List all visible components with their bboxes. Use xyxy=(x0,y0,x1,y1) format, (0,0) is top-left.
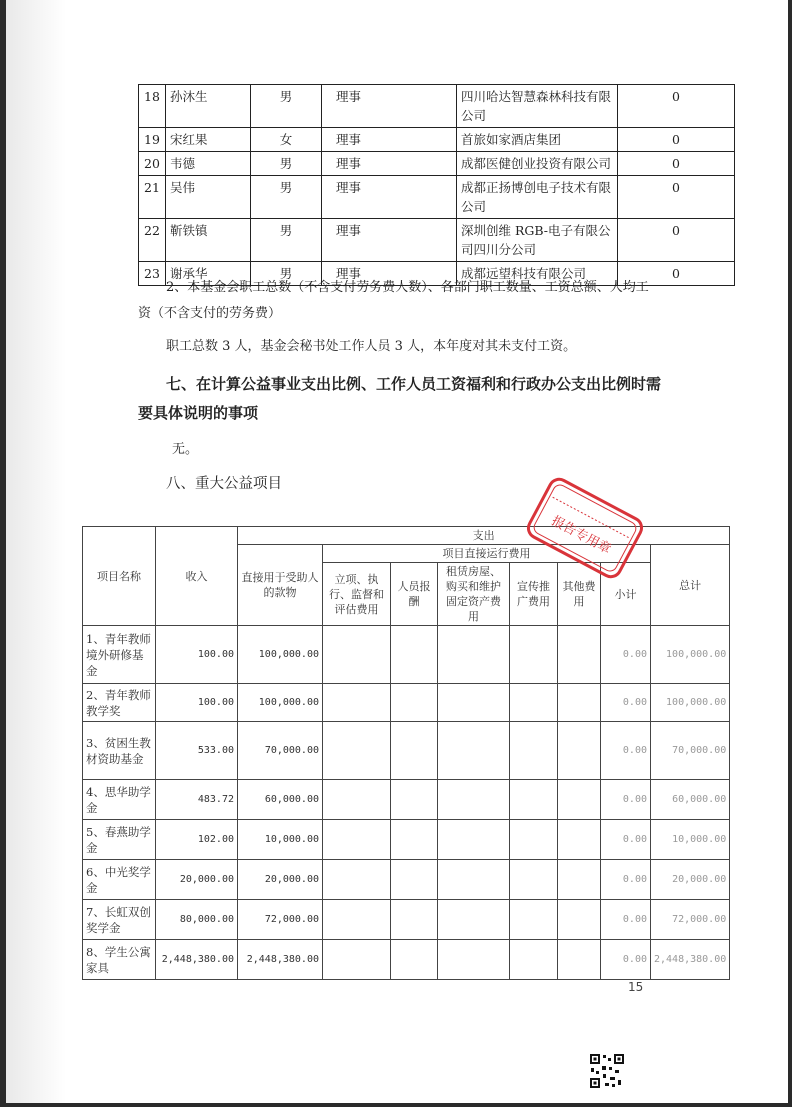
header-subtotal: 小计 xyxy=(601,563,651,626)
project-personnel xyxy=(391,860,438,900)
project-income: 2,448,380.00 xyxy=(156,940,238,980)
project-promo xyxy=(510,900,558,940)
page-number: 15 xyxy=(628,980,644,994)
member-name: 韦德 xyxy=(166,152,251,176)
project-direct-aid: 100,000.00 xyxy=(238,684,323,722)
member-name: 孙沐生 xyxy=(166,85,251,128)
member-org: 深圳创维 RGB-电子有限公司四川分公司 xyxy=(457,219,618,262)
project-promo xyxy=(510,684,558,722)
member-gender: 男 xyxy=(251,85,322,128)
staff-detail: 职工总数 3 人，基金会秘书处工作人员 3 人，本年度对其未支付工资。 xyxy=(166,339,577,354)
project-income: 20,000.00 xyxy=(156,860,238,900)
project-rent xyxy=(438,626,510,684)
member-name: 吴伟 xyxy=(166,176,251,219)
member-gender: 男 xyxy=(251,262,322,286)
project-row xyxy=(83,626,730,684)
project-other xyxy=(558,860,601,900)
member-amount: 0 xyxy=(618,152,735,176)
member-amount: 0 xyxy=(618,262,735,286)
project-promo xyxy=(510,820,558,860)
stamp-text: 报告专用章 xyxy=(548,513,614,558)
member-number: 19 xyxy=(139,128,166,152)
member-amount: 0 xyxy=(618,219,735,262)
header-project-name: 项目名称 xyxy=(83,527,156,626)
header-direct-run: 项目直接运行费用 xyxy=(323,545,651,563)
project-subtotal: 0.00 xyxy=(601,684,651,722)
member-gender: 女 xyxy=(251,128,322,152)
member-name: 谢承华 xyxy=(166,262,251,286)
member-role: 理事 xyxy=(322,262,457,286)
member-gender: 男 xyxy=(251,152,322,176)
project-direct-aid: 20,000.00 xyxy=(238,860,323,900)
section7-heading-line2: 要具体说明的事项 xyxy=(138,404,259,422)
header-total: 总计 xyxy=(651,545,730,626)
project-other xyxy=(558,684,601,722)
member-role: 理事 xyxy=(322,128,457,152)
member-number: 21 xyxy=(139,176,166,219)
project-approval xyxy=(323,820,391,860)
section7-heading-line1: 七、在计算公益事业支出比例、工作人员工资福利和行政办公支出比例时需 xyxy=(166,375,662,393)
project-row xyxy=(83,722,730,780)
member-role: 理事 xyxy=(322,85,457,128)
header-approval: 立项、执行、监督和评估费用 xyxy=(323,563,391,626)
project-name: 7、长虹双创奖学金 xyxy=(83,900,156,940)
project-personnel xyxy=(391,780,438,820)
window-frame-left xyxy=(0,0,6,1107)
project-income: 80,000.00 xyxy=(156,900,238,940)
project-row xyxy=(83,820,730,860)
project-subtotal: 0.00 xyxy=(601,900,651,940)
project-subtotal: 0.00 xyxy=(601,722,651,780)
member-org: 成都医健创业投资有限公司 xyxy=(457,152,618,176)
project-name: 8、学生公寓家具 xyxy=(83,940,156,980)
window-frame-right xyxy=(788,0,792,1107)
project-total: 60,000.00 xyxy=(651,780,730,820)
project-name: 4、思华助学金 xyxy=(83,780,156,820)
header-promo: 宣传推广费用 xyxy=(510,563,558,626)
board-row xyxy=(139,85,735,128)
project-row xyxy=(83,860,730,900)
project-income: 102.00 xyxy=(156,820,238,860)
project-personnel xyxy=(391,940,438,980)
staff-paragraph-line1: 2、本基金会职工总数（不含支付劳务费人数）、各部门职工数量、工资总额、人均工 xyxy=(166,280,649,295)
project-other xyxy=(558,722,601,780)
project-direct-aid: 10,000.00 xyxy=(238,820,323,860)
project-personnel xyxy=(391,722,438,780)
member-amount: 0 xyxy=(618,176,735,219)
project-personnel xyxy=(391,684,438,722)
member-org: 首旅如家酒店集团 xyxy=(457,128,618,152)
member-gender: 男 xyxy=(251,176,322,219)
member-org: 成都正扬博创电子技术有限公司 xyxy=(457,176,618,219)
project-personnel xyxy=(391,820,438,860)
section8-title: 八、重大公益项目 xyxy=(166,476,282,492)
member-number: 18 xyxy=(139,85,166,128)
project-other xyxy=(558,820,601,860)
project-subtotal: 0.00 xyxy=(601,780,651,820)
project-row xyxy=(83,900,730,940)
project-other xyxy=(558,780,601,820)
window-frame-bottom xyxy=(0,1103,792,1107)
project-row xyxy=(83,780,730,820)
project-approval xyxy=(323,940,391,980)
project-rent xyxy=(438,940,510,980)
member-number: 22 xyxy=(139,219,166,262)
project-rent xyxy=(438,780,510,820)
header-rent: 租赁房屋、购买和维护固定资产费用 xyxy=(438,563,510,626)
member-org: 成都远望科技有限公司 xyxy=(457,262,618,286)
header-personnel: 人员报酬 xyxy=(391,563,438,626)
project-name: 2、青年教师教学奖 xyxy=(83,684,156,722)
project-approval xyxy=(323,900,391,940)
member-number: 20 xyxy=(139,152,166,176)
board-row xyxy=(139,176,735,219)
project-name: 5、春燕助学金 xyxy=(83,820,156,860)
board-row xyxy=(139,219,735,262)
project-approval xyxy=(323,860,391,900)
section7-body: 无。 xyxy=(172,442,199,457)
project-income: 100.00 xyxy=(156,684,238,722)
project-total: 10,000.00 xyxy=(651,820,730,860)
project-total: 100,000.00 xyxy=(651,684,730,722)
project-subtotal: 0.00 xyxy=(601,820,651,860)
header-other: 其他费用 xyxy=(558,563,601,626)
member-amount: 0 xyxy=(618,85,735,128)
project-total: 72,000.00 xyxy=(651,900,730,940)
board-row xyxy=(139,152,735,176)
member-number: 23 xyxy=(139,262,166,286)
project-name: 1、青年教师境外研修基金 xyxy=(83,626,156,684)
project-total: 20,000.00 xyxy=(651,860,730,900)
qr-code-icon xyxy=(589,1053,625,1089)
project-direct-aid: 70,000.00 xyxy=(238,722,323,780)
project-subtotal: 0.00 xyxy=(601,940,651,980)
header-income: 收入 xyxy=(156,527,238,626)
project-direct-aid: 2,448,380.00 xyxy=(238,940,323,980)
project-other xyxy=(558,900,601,940)
project-subtotal: 0.00 xyxy=(601,860,651,900)
project-rent xyxy=(438,722,510,780)
page-shadow xyxy=(6,0,66,1107)
project-promo xyxy=(510,860,558,900)
project-promo xyxy=(510,722,558,780)
project-subtotal: 0.00 xyxy=(601,626,651,684)
project-direct-aid: 100,000.00 xyxy=(238,626,323,684)
project-rent xyxy=(438,684,510,722)
project-name: 3、贫困生教材资助基金 xyxy=(83,722,156,780)
project-approval xyxy=(323,684,391,722)
project-promo xyxy=(510,780,558,820)
project-personnel xyxy=(391,900,438,940)
member-amount: 0 xyxy=(618,128,735,152)
project-total: 2,448,380.00 xyxy=(651,940,730,980)
board-members-table xyxy=(138,84,735,286)
member-role: 理事 xyxy=(322,176,457,219)
project-row xyxy=(83,684,730,722)
staff-paragraph-line2: 资（不含支付的劳务费） xyxy=(138,306,282,321)
major-projects-table xyxy=(82,526,730,980)
project-personnel xyxy=(391,626,438,684)
member-role: 理事 xyxy=(322,219,457,262)
board-row xyxy=(139,128,735,152)
project-row xyxy=(83,940,730,980)
member-name: 靳铁镇 xyxy=(166,219,251,262)
project-other xyxy=(558,626,601,684)
project-approval xyxy=(323,722,391,780)
project-promo xyxy=(510,626,558,684)
project-income: 483.72 xyxy=(156,780,238,820)
project-name: 6、中光奖学金 xyxy=(83,860,156,900)
project-rent xyxy=(438,820,510,860)
project-total: 100,000.00 xyxy=(651,626,730,684)
member-role: 理事 xyxy=(322,152,457,176)
project-income: 533.00 xyxy=(156,722,238,780)
project-total: 70,000.00 xyxy=(651,722,730,780)
member-name: 宋红果 xyxy=(166,128,251,152)
project-approval xyxy=(323,780,391,820)
project-approval xyxy=(323,626,391,684)
project-direct-aid: 60,000.00 xyxy=(238,780,323,820)
project-other xyxy=(558,940,601,980)
header-direct-aid: 直接用于受助人的款物 xyxy=(238,545,323,626)
project-rent xyxy=(438,900,510,940)
project-promo xyxy=(510,940,558,980)
project-rent xyxy=(438,860,510,900)
header-expense: 支出 xyxy=(238,527,730,545)
member-gender: 男 xyxy=(251,219,322,262)
project-income: 100.00 xyxy=(156,626,238,684)
project-direct-aid: 72,000.00 xyxy=(238,900,323,940)
member-org: 四川哈达智慧森林科技有限公司 xyxy=(457,85,618,128)
